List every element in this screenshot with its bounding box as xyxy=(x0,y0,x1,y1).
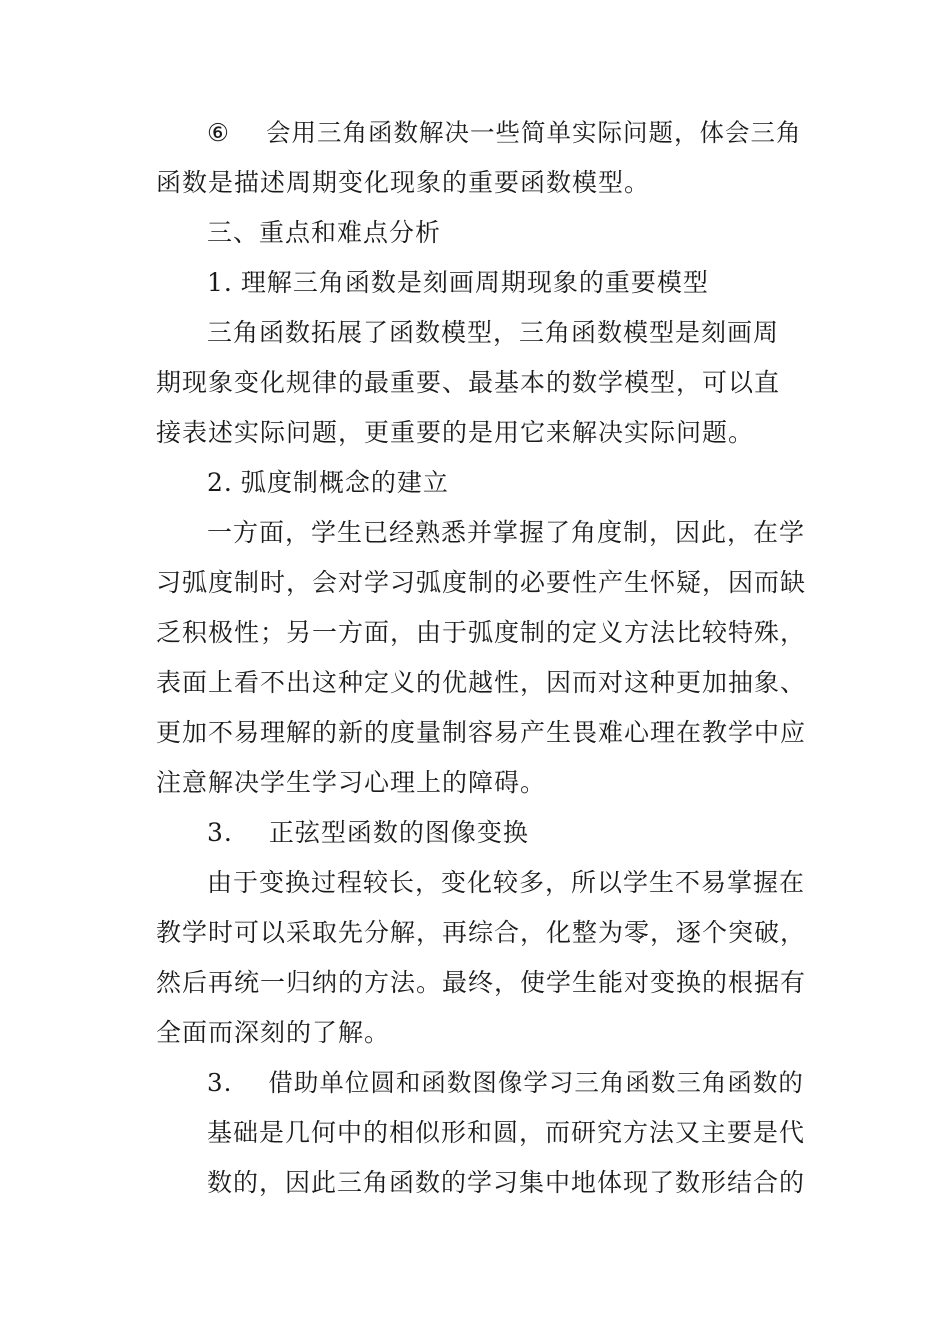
text-line: 基础是几何中的相似形和圆，而研究方法又主要是代 xyxy=(207,1118,806,1147)
text-line: 然后再统一归纳的方法。最终，使学生能对变换的根据有 xyxy=(156,968,807,997)
list-marker: ⑥ xyxy=(207,118,230,147)
list-item-6-line-1 xyxy=(207,118,801,148)
subheading-3 xyxy=(207,818,529,848)
text-line: 会用三角函数解决一些简单实际问题，体会三角 xyxy=(265,118,802,147)
text-line: 一方面，学生已经熟悉并掌握了角度制，因此，在学 xyxy=(207,518,806,547)
text-line: 借助单位圆和函数图像学习三角函数三角函数的 xyxy=(268,1068,804,1097)
text-line: 注意解决学生学习心理上的障碍。 xyxy=(156,768,547,797)
subheading-2 xyxy=(207,468,449,498)
text-line: 由于变换过程较长，变化较多，所以学生不易掌握在 xyxy=(207,868,806,897)
subheading-1 xyxy=(207,268,709,298)
text-line: 函数是描述周期变化现象的重要函数模型。 xyxy=(156,168,651,197)
text-line: 教学时可以采取先分解，再综合，化整为零，逐个突破， xyxy=(156,918,807,947)
text-line: 数的，因此三角函数的学习集中地体现了数形结合的 xyxy=(207,1168,806,1197)
section-heading: 三、重点和难点分析 xyxy=(207,218,442,247)
subheading-3b xyxy=(207,1068,804,1098)
text-line: 三角函数拓展了函数模型，三角函数模型是刻画周 xyxy=(207,318,780,347)
list-marker: 2. xyxy=(207,468,233,497)
text-line: 乏积极性；另一方面，由于弧度制的定义方法比较特殊， xyxy=(156,618,807,647)
text-line: 弧度制概念的建立 xyxy=(240,468,449,497)
text-line: 期现象变化规律的最重要、最基本的数学模型，可以直 xyxy=(156,368,781,397)
text-line: 更加不易理解的新的度量制容易产生畏难心理在教学中应 xyxy=(156,718,807,747)
text-line: 全面而深刻的了解。 xyxy=(156,1018,391,1047)
list-marker: 1. xyxy=(207,268,233,297)
text-line: 正弦型函数的图像变换 xyxy=(268,818,529,847)
text-line: 接表述实际问题，更重要的是用它来解决实际问题。 xyxy=(156,418,755,447)
text-line: 理解三角函数是刻画周期现象的重要模型 xyxy=(240,268,709,297)
text-line: 表面上看不出这种定义的优越性，因而对这种更加抽象、 xyxy=(156,668,807,697)
text-line: 习弧度制时，会对学习弧度制的必要性产生怀疑，因而缺 xyxy=(156,568,807,597)
list-marker: 3. xyxy=(207,1068,233,1097)
list-marker: 3. xyxy=(207,818,233,847)
